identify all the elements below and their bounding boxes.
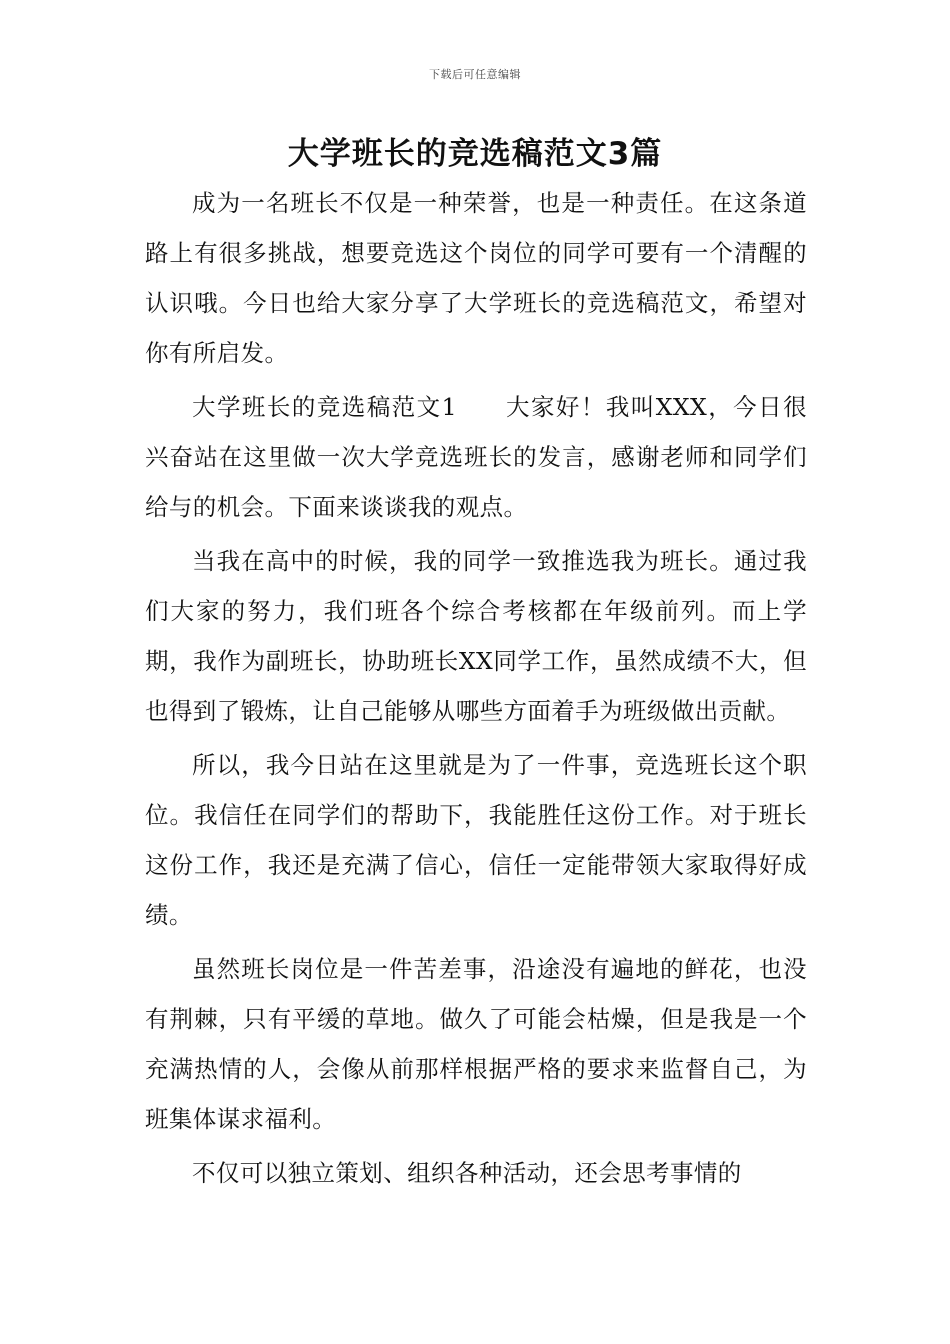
header-note: 下载后可任意编辑 [429, 68, 521, 81]
document-title: 大学班长的竞选稿范文3篇 [287, 136, 663, 172]
body-paragraph-2: 所以，我今日站在这里就是为了一件事，竞选班长这个职位。我信任在同学们的帮助下，我能胜任这份工作。对于班长这份工作，我还是充满了信心，信任一定能带领大家取得好成绩。 [145, 751, 807, 929]
intro-paragraph: 成为一名班长不仅是一种荣誉，也是一种责任。在这条道路上有很多挑战，想要竞选这个岗位的同学可要有一个清醒的认识哦。今日也给大家分享了大学班长的竞选稿范文，希望对你有所启发。 [145, 189, 807, 367]
section-1-paragraph [145, 382, 807, 532]
section-1-heading: 大学班长的竞选稿范文1 [192, 393, 457, 421]
section-1-text: 大家好！我叫XXX，今日很兴奋站在这里做一次大学竞选班长的发言，感谢老师和同学们给与的机会。下面来谈谈我的观点。 [145, 393, 807, 521]
body-paragraph-3: 虽然班长岗位是一件苦差事，沿途没有遍地的鲜花，也没有荆棘，只有平缓的草地。做久了可能会枯燥，但是我是一个充满热情的人，会像从前那样根据严格的要求来监督自己，为班集体谋求福利。 [145, 955, 807, 1133]
body-paragraph-4: 不仅可以独立策划、组织各种活动，还会思考事情的 [192, 1159, 742, 1187]
body-paragraph-1: 当我在高中的时候，我的同学一致推选我为班长。通过我们大家的努力，我们班各个综合考核都在年级前列。而上学期，我作为副班长，协助班长XX同学工作，虽然成绩不大，但也得到了锻炼，让自己能够从哪些方面着手为班级做出贡献。 [145, 547, 807, 725]
document-body [145, 178, 807, 1202]
